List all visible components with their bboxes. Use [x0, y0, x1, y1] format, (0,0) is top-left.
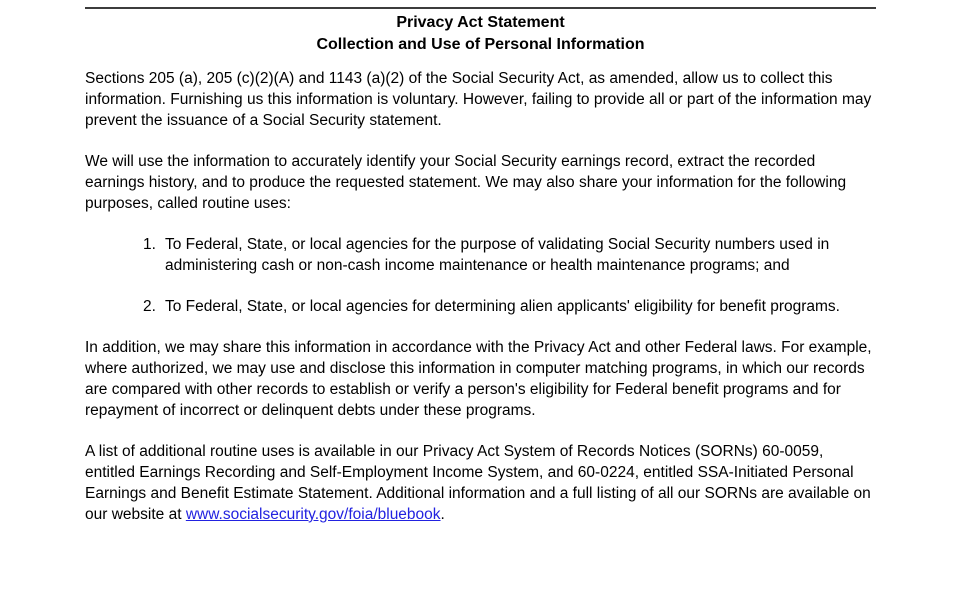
list-item-number: 1.	[143, 236, 156, 253]
privacy-act-document	[85, 0, 876, 525]
sorn-website-link[interactable]: www.socialsecurity.gov/foia/bluebook	[185, 506, 441, 523]
paragraph-use-of-information: We will use the information to accurately identify your Social Security earnings record, extract the recorded earnings history, and to produce the requested statement. We may also share your information for the following purposes, called routine uses:	[85, 153, 847, 212]
top-divider	[85, 7, 876, 9]
list-item-number: 2.	[143, 298, 156, 315]
document-title: Privacy Act Statement	[396, 14, 565, 31]
list-item-text: To Federal, State, or local agencies for determining alien applicants' eligibility for benefit programs.	[165, 298, 840, 315]
paragraph-sorn-info	[85, 441, 876, 525]
sorn-info-text: A list of additional routine uses is available in our Privacy Act System of Records Notices (SORNs) 60-0059, entitled Earnings Recording and Self-Employment Income System, and 60-0224, entitled SSA-Initiated Personal Earnings and Benefit Estimate Statement. Additional information and a full listing of all our SORNs are available on our website at	[85, 443, 871, 523]
list-item-text: To Federal, State, or local agencies for the purpose of validating Social Security numbers used in administering cash or non-cash income maintenance or health maintenance programs; and	[165, 236, 830, 274]
document-body	[85, 68, 876, 525]
list-item	[143, 296, 876, 317]
document-header	[85, 12, 876, 56]
paragraph-collection-authority: Sections 205 (a), 205 (c)(2)(A) and 1143 (a)(2) of the Social Security Act, as amended, allow us to collect this information. Furnishing us this information is voluntary. However, failing to provide all or part of the information may prevent the issuance of a Social Security statement.	[85, 70, 872, 129]
list-item	[143, 234, 876, 276]
document-subtitle: Collection and Use of Personal Information	[316, 36, 645, 53]
paragraph-privacy-act-sharing: In addition, we may share this information in accordance with the Privacy Act and other Federal laws. For example, where authorized, we may use and disclose this information in computer matching programs, in which our records are compared with other records to establish or verify a person's eligibility for Federal benefit programs and for repayment of incorrect or delinquent debts under these programs.	[85, 339, 872, 419]
routine-uses-list	[143, 234, 876, 317]
sorn-info-text-end: .	[440, 506, 445, 523]
